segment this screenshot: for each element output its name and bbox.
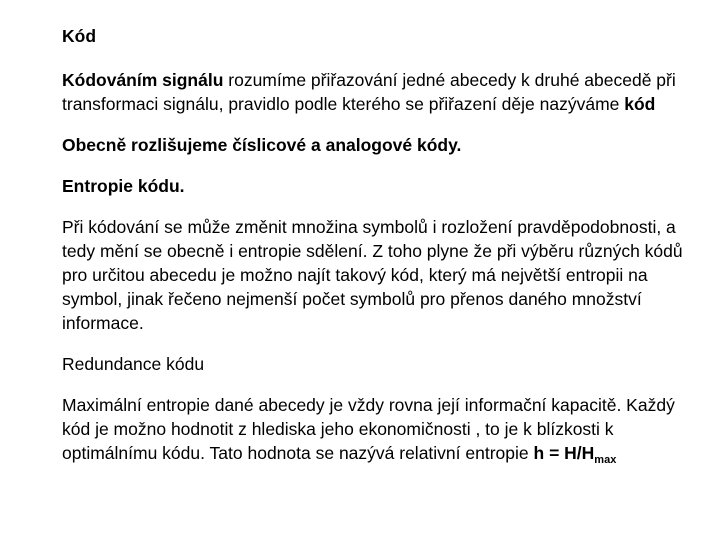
formula-equals: = <box>544 443 565 463</box>
definition-text: rozumíme přiřazování jedné abecedy k druhé abecedě při transformaci signálu, pravidlo podle kterého se přiřazení děje nazýváme <box>62 70 676 114</box>
redundancy-text: Maximální entropie dané abecedy je vždy rovna její informační kapacitě. Každý kód je možno hodnotit z hlediska jeho ekonomičnosti , to je k blízkosti k optimálnímu kódu. Tato hodnota se nazývá relativní entropie <box>62 395 675 463</box>
formula-variable: h <box>533 443 545 463</box>
definition-term-end: kód <box>624 94 656 114</box>
slide-title: Kód <box>62 26 97 46</box>
entropy-paragraph: Při kódování se může změnit množina symbolů i rozložení pravděpodobnosti, a tedy mění se obecně i entropie sdělení. Z toho plyne že při výběru různých kódů pro určitou abecedu je možno najít takový kód, který má největší entropii na symbol, jinak řečeno nejmenší počet symbolů pro přenos daného množství informace. <box>62 217 683 333</box>
formula-ratio: H/H <box>564 443 595 463</box>
definition-term: Kódováním signálu <box>62 70 224 90</box>
entropy-heading: Entropie kódu. <box>62 176 185 196</box>
redundancy-paragraph <box>62 393 702 465</box>
redundancy-heading: Redundance kódu <box>62 354 205 374</box>
formula-subscript: max <box>594 454 617 466</box>
definition-paragraph <box>62 68 702 116</box>
classification-paragraph: Obecně rozlišujeme číslicové a analogové kódy. <box>62 135 462 155</box>
slide-content <box>62 24 702 465</box>
